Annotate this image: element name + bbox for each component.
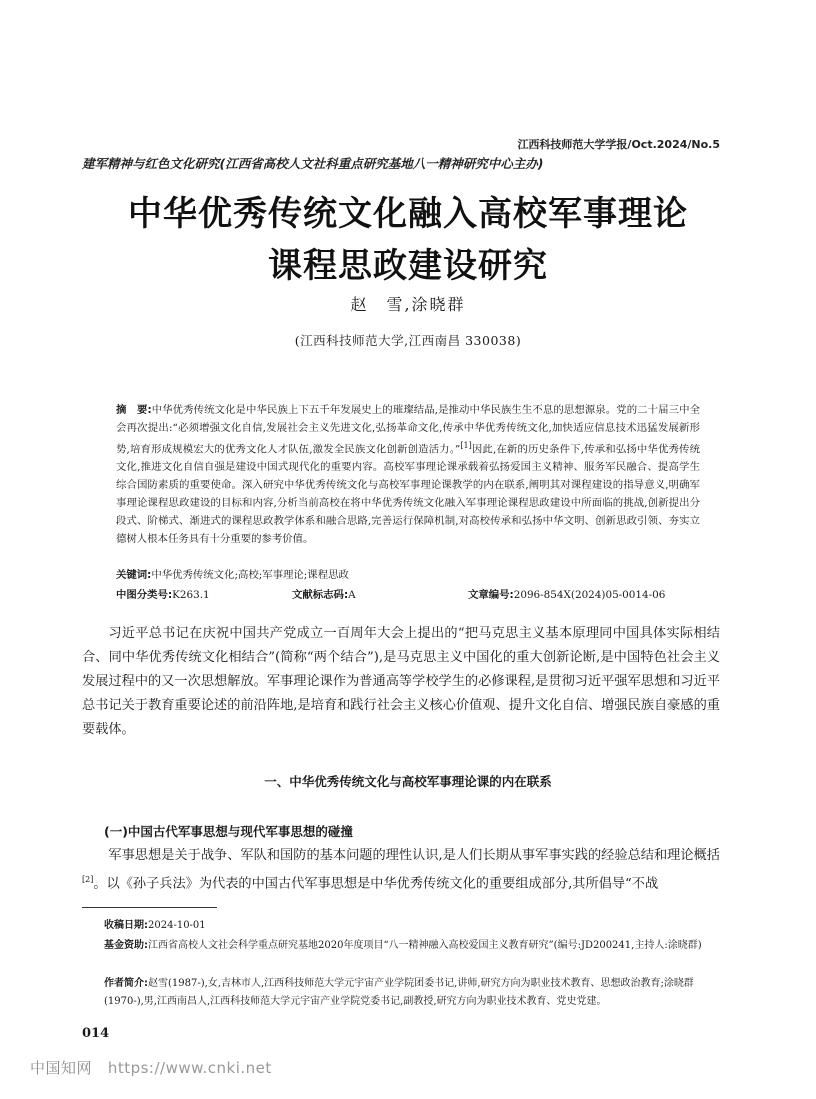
received-label: 收稿日期: [104,920,148,931]
funding-label: 基金资助: [104,940,148,951]
document-code [292,586,356,601]
abstract [116,401,700,548]
footnote-received [104,917,720,935]
document-code-label: 文献标志码: [292,589,349,601]
author-bio-label: 作者简介: [104,978,148,989]
clc-value: K263.1 [172,589,210,601]
watermark-name: 中国知网 [30,1059,93,1077]
article-number-label: 文章编号: [468,589,514,601]
document-code-value: A [348,589,356,601]
article-number [468,586,665,601]
body-paragraph-part1: 军事思想是关于战争、军队和国防的基本问题的理性认识,是人们长期从事军事实践的经验总结和理论概括 [108,848,720,863]
received-value: 2024-10-01 [148,920,206,931]
subsection-heading: (一)中国古代军事思想与现代军事思想的碰撞 [104,824,353,839]
abstract-label: 摘 要: [116,404,152,416]
body-paragraph [82,844,720,896]
article-title-line2: 课程思政建设研究 [268,246,548,286]
column-heading: 建军精神与红色文化研究(江西省高校人文社科重点研究基地八一精神研究中心主办) [82,156,544,171]
keywords-text: 中华优秀传统文化;高校;军事理论;课程思政 [151,569,349,581]
body-paragraph-part2: 。以《孙子兵法》为代表的中国古代军事思想是中华优秀传统文化的重要组成部分,其所倡导“不战 [93,876,659,892]
cnki-watermark [30,1057,272,1078]
author-names: 赵 雪,涂晓群 [350,295,466,314]
abstract-text-part2: 因此,在新的历史条件下,传承和弘扬中华优秀传统文化,推进文化自信自强是建设中国式现代化的重要内容。高校军事理论课承载着弘扬爱国主义精神、服务军民融合、提高学生综合国防素质的重要使命。深入研究中华优秀传统文化与高校军事理论课教学的内在联系,阐明其对课程建设的指导意义,明确军事理论课程思政建设的目标和内容,分析当前高校在将中华优秀传统文化融入军事理论课程思政建设中所面临的挑战,创新提出分段式、阶梯式、渐进式的课程思政教学体系和融合思路,完善运行保障机制,对高校传承和弘扬中华文明、创新思政引领、夯实立德树人根本任务具有十分重要的参考价值。 [116,443,700,546]
article-number-value: 2096-854X(2024)05-0014-06 [513,589,666,601]
funding-value: 江西省高校人文社会科学重点研究基地2020年度项目“八一精神融入高校爱国主义教育研究”(编号:JD200241,主持人:涂晓群) [148,940,702,951]
abstract-reference: [1] [460,441,472,450]
page-number: 014 [82,1026,110,1041]
footnote-author-bio [104,975,720,1011]
section-heading: 一、中华优秀传统文化与高校军事理论课的内在联系 [264,774,552,789]
intro-paragraph: 习近平总书记在庆祝中国共产党成立一百周年大会上提出的“把马克思主义基本原理同中国具体实际相结合、同中华优秀传统文化相结合”(简称“两个结合”),是马克思主义中国化的重大创新论断,是中国特色社会主义发展过程中的又一次思想解放。军事理论课作为普通高等学校学生的必修课程,是贯彻习近平强军思想和习近平总书记关于教育重要论述的前沿阵地,是培育和践行社会主义核心价值观、提升文化自信、增强民族自豪感的重要载体。 [82,626,720,737]
footnote-funding [104,937,720,955]
keywords [116,566,349,581]
keywords-label: 关键词: [116,569,152,581]
article-title-line1: 中华优秀传统文化融入高校军事理论 [128,194,688,234]
clc-number [116,586,210,601]
body-reference: [2] [82,875,94,884]
footnote-divider [82,907,217,908]
watermark-url: https://www.cnki.net [107,1059,272,1077]
journal-header: 江西科技师范大学学报/Oct.2024/No.5 [517,138,720,151]
clc-label: 中图分类号: [116,589,173,601]
author-bio-value: 赵雪(1987-),女,吉林市人,江西科技师范大学元宇宙产业学院团委书记,讲师,研究方向为职业技术教育、思想政治教育;涂晓群(1970-),男,江西南昌人,江西科技师范大学元宇宙产业学院党委书记,副教授,研究方向为职业技术教育、党史党建。 [104,978,694,1007]
author-affiliation: (江西科技师范大学,江西南昌 330038) [294,333,522,348]
abstract-text-part1: 中华优秀传统文化是中华民族上下五千年发展史上的璀璨结晶,是推动中华民族生生不息的思想源泉。党的二十届三中全会再次提出:“必须增强文化自信,发展社会主义先进文化,弘扬革命文化,传承中华优秀传统文化,加快适应信息技术迅猛发展新形势,培育形成规模宏大的优秀文化人才队伍,激发全民族文化创新创造活力。” [116,404,700,456]
